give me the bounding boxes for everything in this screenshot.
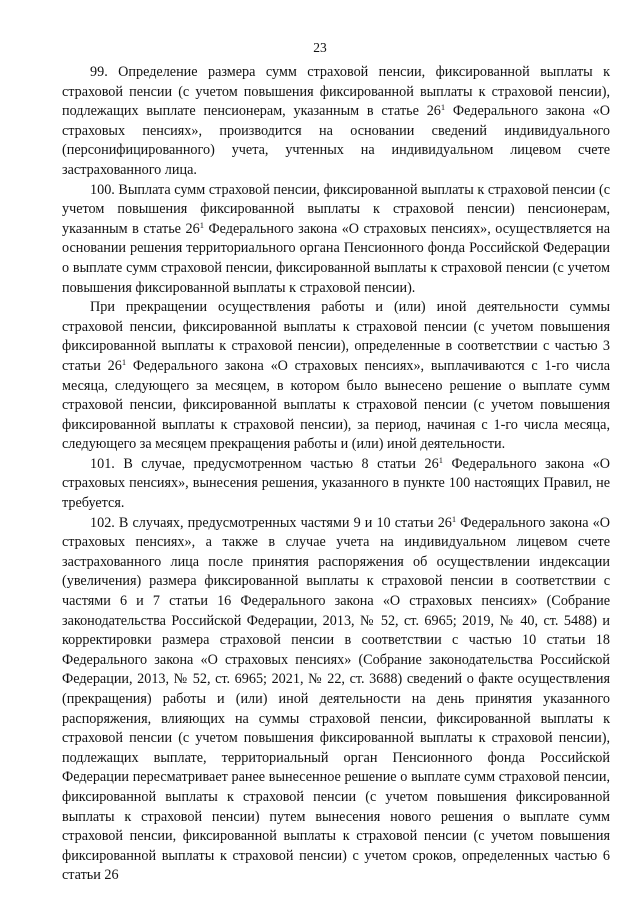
text-segment: 99. Определение размера сумм страховой пенсии, фиксированной выплаты к страховой пенсии (с учетом повышения фиксированной выплаты к страховой пенсии), подлежащих выплате пенсионерам, указанным в статье 26 [62, 64, 610, 120]
superscript: 1 [440, 102, 446, 113]
text-segment: 100. Выплата сумм страховой пенсии, фиксированной выплаты к страховой пенсии (с учетом повышения фиксированной выплаты к страховой пенсии) пенсионерам, указанным в статье 26 [62, 181, 610, 237]
page-number: 23 [313, 40, 327, 55]
text-segment: Федерального закона «О страховых пенсиях», производится на основании сведений индивидуального (персонифицированного) учета, учтенных на индивидуальном лицевом счете застрахованного лица. [62, 103, 610, 178]
text-segment: 102. В случаях, предусмотренных частями 9 и 10 статьи 26 [90, 514, 452, 531]
paragraph-101 [62, 455, 610, 514]
superscript: 1 [438, 454, 443, 465]
paragraph-100 [62, 181, 610, 299]
paragraph-102 [62, 514, 610, 886]
text-segment: 101. В случае, предусмотренном частью 8 статьи 26 [90, 455, 439, 472]
paragraph-99 [62, 63, 610, 181]
superscript: 1 [199, 219, 204, 230]
superscript: 1 [451, 513, 457, 524]
paragraph-100-continued [62, 298, 610, 455]
text-segment: Федерального закона «О страховых пенсиях», осуществляется на основании решения территориального органа Пенсионного фонда Российской Федерации о выплате сумм страховой пенсии, фиксированной выплаты к страховой пенсии (с учетом повышения фиксированной выплаты к страховой пенсии). [62, 220, 610, 296]
text-segment: При прекращении осуществления работы и (или) иной деятельности суммы страховой пенсии, фиксированной выплаты к страховой пенсии (с учетом повышения фиксированной выплаты к страховой пенсии), определенные в соответствии с частью 3 статьи 26 [62, 299, 610, 374]
superscript: 1 [121, 356, 127, 367]
text-segment: Федерального закона «О страховых пенсиях», а также в случае учета на индивидуальном лицевом счете застрахованного лица после принятия распоряжения об осуществлении индексации (увеличения) размера фиксированной выплаты к страховой пенсии в соответствии с частями 6 и 7 статьи 16 Федерального закона «О страховых пенсиях» (Собрание законодательства Российской Федерации, 2013, № 52, ст. 6965; 2019, № 40, ст. 5488) и корректировки размера страховой пенсии в соответствии с частью 10 статьи 18 Федерального закона «О страховых пенсиях» (Собрание законодательства Российской Федерации, 2013, № 52, ст. 6965; 2021, № 22, ст. 3688) сведений о факте осуществления (прекращения) работы и (или) иной деятельности на день принятия указанного распоряжения, влияющих на суммы страховой пенсии, фиксированной выплаты к страховой пенсии (с учетом повышения фиксированной выплаты к страховой пенсии), подлежащих выплате, территориальный орган Пенсионного фонда Российской Федерации пересматривает ранее вынесенное решение о выплате сумм страховой пенсии, фиксированной выплаты к страховой пенсии (с учетом повышения фиксированной выплаты к страховой пенсии) путем вынесения нового решения о выплате сумм страховой пенсии, фиксированной выплаты к страховой пенсии (с учетом повышения фиксированной выплаты к страховой пенсии) с учетом сроков, определенных частью 6 статьи 26 [62, 514, 610, 884]
text-segment: Федерального закона «О страховых пенсиях», вынесения решения, указанного в пункте 100 настоящих Правил, не требуется. [62, 455, 610, 512]
text-segment: Федерального закона «О страховых пенсиях», выплачиваются с 1-го числа месяца, следующего за месяцем, в котором было вынесено решение о выплате сумм страховой пенсии, фиксированной выплаты к страховой пенсии (с учетом повышения фиксированной выплаты к страховой пенсии), за период, начиная с 1-го числа месяца, следующего за месяцем прекращения работы и (или) иной деятельности. [62, 357, 611, 453]
